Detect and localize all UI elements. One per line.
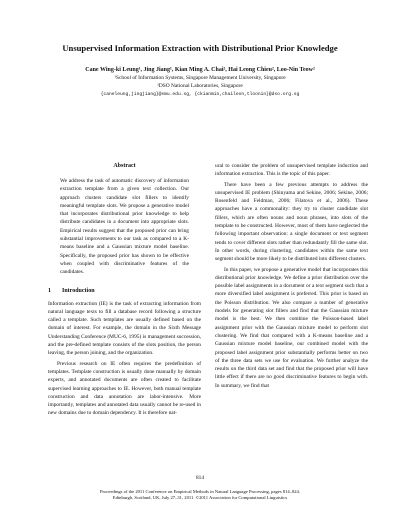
author-emails: {caneleung,jingjiang}@smu.edu.sg, {ckianmin,chaileon,tloonin}@dso.org.sg xyxy=(100,91,300,97)
right-column xyxy=(215,162,368,392)
footer-line-1: Proceedings of the 2011 Conference on Empirical Methods in Natural Language Processing, pages 814–824, xyxy=(100,489,300,494)
left-column xyxy=(48,162,201,420)
author-block xyxy=(0,66,400,99)
abstract-heading: Abstract xyxy=(113,163,136,169)
affiliation-1: ¹School of Information Systems, Singapore Management University, Singapore xyxy=(114,75,286,81)
section-title: Introduction xyxy=(62,287,95,294)
section-heading xyxy=(48,287,201,296)
intro-paragraph-1: Information extraction (IE) is the task of extracting information from natural language texts to fill a database record following a structure called a template. Such templates are usually defined based on the domain of interest. For example, the domain in the Sixth Message Understanding Conference (MUC-6, 1995) is management succession, and the pre-defined template consists of the slots position, the person leaving, the person joining, and the organization. xyxy=(48,300,201,357)
intro-paragraph-2: Previous research on IE often requires the predefinition of templates. Template construction is usually done manually by domain experts, and annotated documents are often created to facilitate supervised learning approaches to IE. However, both manual template construction and data annotation are labor-intensive. More importantly, templates and annotated data usually cannot be re-used in new domains due to domain dependency. It is therefore nat- xyxy=(48,360,201,417)
author-names: Cane Wing-ki Leung¹, Jing Jiang¹, Kian Ming A. Chai², Hai Leong Chieu², Loo-Nin Teow² xyxy=(85,67,315,73)
abstract-text: We address the task of automatic discovery of information extraction template from a given text collection. Our approach clusters candidate slot fillers to identify meaningful template slots. We propose a generative model that incorporates distributional prior knowledge to help distribute candidates in a document into appropriate slots. Empirical results suggest that the proposed prior can bring substantial improvements to our task as compared to a K-means baseline and a Gaussian mixture model baseline. Specifically, the proposed prior has shown to be effective when coupled with discriminative features of the candidates. xyxy=(60,178,189,276)
affiliation-2: ²DSO National Laboratories, Singapore xyxy=(157,82,243,89)
section-number: 1 xyxy=(48,287,51,294)
right-paragraph-1: ural to consider the problem of unsupervised template induction and information extraction. This is the topic of this paper. xyxy=(215,163,368,178)
page-number: 814 xyxy=(195,475,205,481)
footer-line-2: Edinburgh, Scotland, UK, July 27–31, 2011. ©2011 Association for Computational Linguistics xyxy=(112,495,288,501)
paper-title: Unsupervised Information Extraction with Distributional Prior Knowledge xyxy=(62,43,338,53)
right-paragraph-2: There have been a few previous attempts to address the unsupervised IE problem (Shinyama and Sekine, 2006; Sekine, 2006; Rosenfeld and Feldman, 2006; Filatova et al., 2006). These approaches have a commonality: they try to cluster candidate slot fillers, which are often nouns and noun phrases, into slots of the template to be constructed. However, most of them have neglected the following important observation: a single document or text segment tends to cover different slots rather than redundantly fill the same slot. In other words, during clustering, candidates within the same text segment should be more likely to be distributed into different clusters. xyxy=(215,181,368,263)
right-paragraph-3: In this paper, we propose a generative model that incorporates this distributional prior knowledge. We define a prior distribution over the possible label assignments in a document or a text segment such that a more diversified label assignment is preferred. This prior is based on the Poisson distribution. We also compare a number of generative models for generating slot fillers and find that the Gaussian mixture model is the best. We then combine the Poisson-based label assignment prior with the Gaussian mixture model to perform slot clustering. We find that compared with a K-means baseline and a Gaussian mixture model baseline, our combined model with the proposed label assignment prior substantially performs better on two of the three data sets we use for evaluation. We further analyze the results on the third data set and find that the proposed prior will have little effect if there are no good discriminative features to begin with. In summary, we find that xyxy=(215,266,368,389)
proceedings-footer xyxy=(0,489,400,502)
